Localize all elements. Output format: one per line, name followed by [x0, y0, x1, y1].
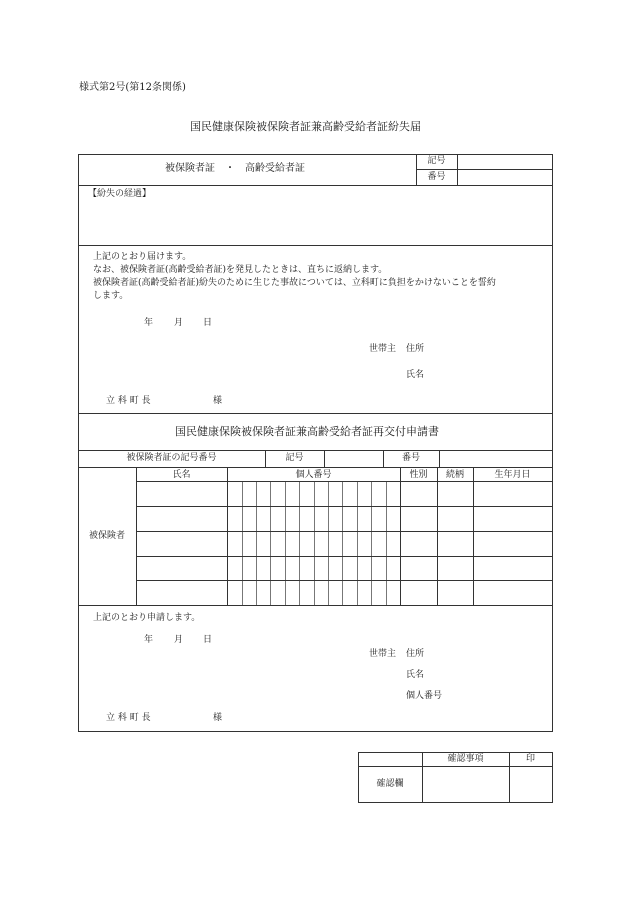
app-date-month-label: 月: [174, 635, 184, 645]
circumstances-label: 【紛失の経過】: [88, 189, 152, 199]
address-label: 住所: [406, 344, 425, 354]
declaration-line-4: します。: [93, 291, 129, 301]
app-date-year-label: 年: [144, 635, 154, 645]
reissue-symbol-field[interactable]: [325, 451, 383, 466]
card-types: 被保険者証 ・ 高齢受給者証: [165, 163, 305, 174]
reissue-number-field[interactable]: [440, 451, 552, 466]
table-row[interactable]: [137, 581, 552, 605]
col-header-name: 氏名: [172, 470, 191, 480]
application-declaration: 上記のとおり申請します。: [93, 613, 201, 623]
symbol-label: 記号: [427, 156, 446, 166]
lost-report-title: 国民健康保険被保険者証兼高齢受給者証紛失届: [190, 120, 421, 133]
circumstances-field[interactable]: [79, 199, 552, 244]
app-personal-number-label: 個人番号: [406, 691, 443, 701]
declaration-line-1: 上記のとおり届けます。: [93, 252, 192, 262]
confirmation-label: 確認欄: [376, 779, 404, 789]
table-row[interactable]: [137, 482, 552, 506]
number-label: 番号: [427, 172, 446, 182]
card-symbol-number-label: 被保険者証の記号番号: [126, 453, 217, 463]
confirmation-items-header: 確認事項: [447, 754, 484, 764]
date-day-label: 日: [203, 318, 213, 328]
app-date-day-label: 日: [203, 635, 213, 645]
honorific: 様: [213, 396, 223, 406]
app-addressee: 立 科 町 長: [106, 713, 151, 723]
col-header-personal-number: 個人番号: [295, 470, 332, 480]
confirmation-items-field[interactable]: [423, 767, 509, 802]
col-header-birthdate: 生年月日: [494, 470, 531, 480]
addressee: 立 科 町 長: [106, 396, 151, 406]
insured-row-header: 被保険者: [88, 531, 125, 541]
declaration-line-2: なお、被保険者証(高齢受給者証)を発見したときは、直ちに返納します。: [93, 265, 388, 275]
reissue-symbol-label: 記号: [285, 453, 304, 463]
declaration-line-3: 被保険者証(高齢受給者証)紛失のために生じた事故については、立科町に負担をかけないことを誓約: [93, 278, 496, 288]
reissue-number-label: 番号: [401, 453, 420, 463]
name-label: 氏名: [406, 370, 425, 380]
app-honorific: 様: [213, 713, 223, 723]
reissue-title: 国民健康保険被保険者証兼高齢受給者証再交付申請書: [175, 425, 439, 438]
date-month-label: 月: [174, 318, 184, 328]
symbol-field[interactable]: [458, 155, 552, 169]
app-address-label: 住所: [406, 649, 425, 659]
form-number: 様式第2号(第12条関係): [79, 82, 186, 93]
date-year-label: 年: [144, 318, 154, 328]
table-row[interactable]: [137, 507, 552, 531]
app-name-label: 氏名: [406, 670, 425, 680]
table-row[interactable]: [137, 532, 552, 556]
col-header-sex: 性別: [409, 470, 428, 480]
confirmation-seal-header: 印: [525, 754, 535, 764]
number-field[interactable]: [458, 170, 552, 185]
table-row[interactable]: [137, 557, 552, 580]
col-header-relationship: 続柄: [445, 470, 464, 480]
householder-label: 世帯主: [369, 344, 397, 354]
confirmation-seal-field[interactable]: [510, 767, 552, 802]
app-householder-label: 世帯主: [369, 649, 397, 659]
